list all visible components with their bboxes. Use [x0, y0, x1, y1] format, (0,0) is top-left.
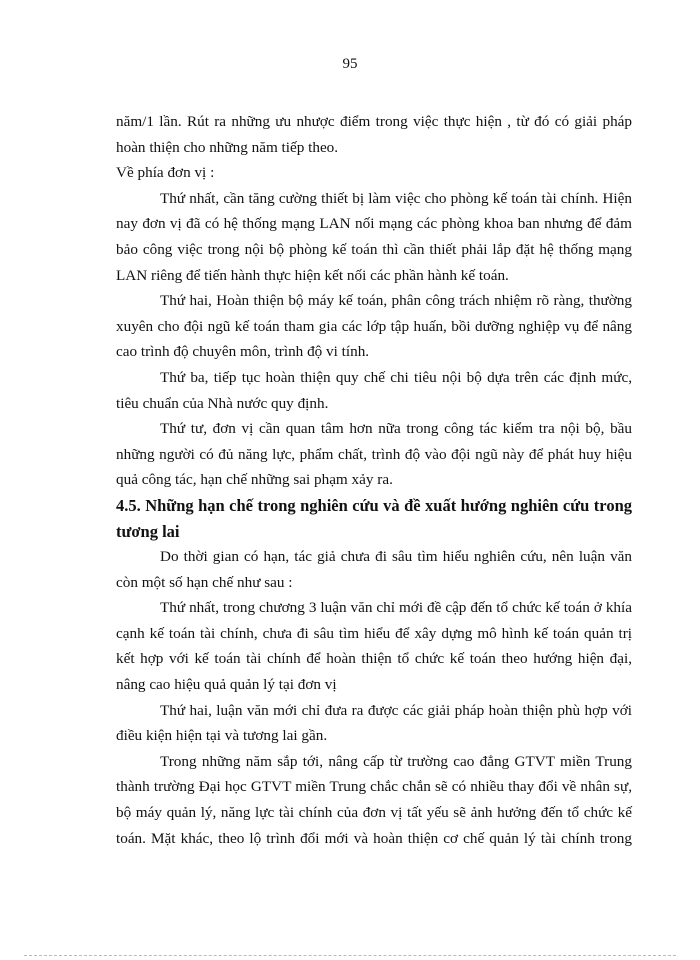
- text-line: Trong những năm sắp tới, nâng cấp từ trường cao đẳng GTVT miền Trung: [160, 752, 632, 770]
- text-line: Về phía đơn vị :: [116, 164, 215, 182]
- text-line: cạnh kế toán tài chính, chưa đi sâu tìm hiểu để xây dựng mô hình kế toán quản trị: [116, 624, 632, 642]
- text-line: cao trình độ chuyên môn, trình độ vi tính.: [116, 343, 370, 361]
- text-line: thành trường Đại học GTVT miền Trung chắc chắn sẽ có nhiều thay đổi về nhân sự,: [116, 778, 632, 796]
- text-line: LAN riêng để tiến hành thực hiện kết nối các phần hành kế toán.: [116, 266, 509, 284]
- text-line: xuyên cho đội ngũ kế toán tham gia các lớp tập huấn, bồi dưỡng nghiệp vụ để nâng: [116, 317, 632, 335]
- text-line: Thứ nhất, cần tăng cường thiết bị làm việc cho phòng kế toán tài chính. Hiện: [160, 189, 632, 207]
- text-line: còn một số hạn chế như sau :: [116, 573, 293, 591]
- text-line: Thứ nhất, trong chương 3 luận văn chỉ mới đề cập đến tổ chức kế toán ở khía: [160, 599, 632, 617]
- text-line: điều kiện hiện tại và tương lai gần.: [116, 727, 328, 745]
- text-line: kết hợp với kế toán tài chính để hoàn thiện tổ chức kế toán theo hướng hiện đại,: [116, 650, 632, 668]
- text-line: những người có đủ năng lực, phẩm chất, trình độ vào đội ngũ này để phát huy hiệu: [116, 445, 632, 463]
- text-line: bộ máy quản lý, năng lực tài chính của đơn vị tất yếu sẽ ảnh hưởng đến tổ chức kế: [116, 804, 632, 822]
- text-line: quả công tác, hạn chế những sai phạm xảy ra.: [116, 471, 393, 489]
- text-line: hoàn thiện cho những năm tiếp theo.: [116, 138, 339, 156]
- page-break-divider: [24, 955, 676, 956]
- text-line: nay đơn vị đã có hệ thống mạng LAN nối mạng các phòng khoa ban nhưng để đảm: [116, 215, 632, 233]
- text-line: Thứ hai, Hoàn thiện bộ máy kế toán, phân công trách nhiệm rõ ràng, thường: [160, 292, 632, 310]
- text-line: Thứ ba, tiếp tục hoàn thiện quy chế chi tiêu nội bộ dựa trên các định mức,: [160, 368, 632, 386]
- section-heading-line: tương lai: [116, 521, 180, 541]
- text-line: nâng cao hiệu quả quản lý tại đơn vị: [116, 676, 337, 694]
- page-number: 95: [342, 56, 358, 72]
- text-line: bảo công việc trong nội bộ phòng kế toán thì cần thiết phải lắp đặt hệ thống mạng: [116, 240, 632, 258]
- text-line: năm/1 lần. Rút ra những ưu nhược điểm trong việc thực hiện , từ đó có giải pháp: [116, 113, 632, 130]
- document-body: [116, 109, 632, 851]
- text-line: tiêu chuẩn của Nhà nước quy định.: [116, 394, 329, 412]
- text-line: Do thời gian có hạn, tác giả chưa đi sâu tìm hiểu nghiên cứu, nên luận văn: [160, 548, 632, 566]
- section-heading-line: 4.5. Những hạn chế trong nghiên cứu và đề xuất hướng nghiên cứu trong: [116, 495, 632, 515]
- text-line: Thứ hai, luận văn mới chỉ đưa ra được các giải pháp hoàn thiện phù hợp với: [160, 701, 632, 719]
- text-line: Thứ tư, đơn vị cần quan tâm hơn nữa trong công tác kiểm tra nội bộ, bầu: [160, 420, 632, 438]
- text-line: toán. Mặt khác, theo lộ trình đổi mới và hoàn thiện cơ chế quản lý tài chính trong: [116, 829, 632, 847]
